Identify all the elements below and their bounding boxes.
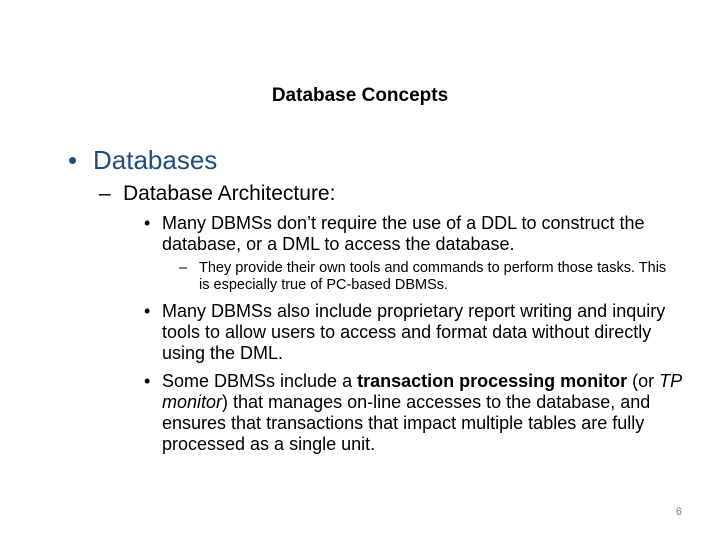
dash-icon: – xyxy=(99,182,111,205)
point1-item xyxy=(144,213,682,255)
bullet-icon: • xyxy=(144,371,151,391)
point3-text-post: ) that manages on-line accesses to the database, and ensures that transactions that impact multiple tables are fully processed as a single unit. xyxy=(162,392,651,454)
point1-sub-text: They provide their own tools and commands to perform those tasks. This is especially true of PC-based DBMSs. xyxy=(199,260,667,293)
page-number: 6 xyxy=(675,506,682,518)
level1-text: Databases xyxy=(93,145,218,175)
bullet-icon: • xyxy=(144,213,151,233)
point2-text: Many DBMSs also include proprietary report writing and inquiry tools to allow users to access and format data without directly using the DML. xyxy=(162,301,666,363)
level2-item xyxy=(99,181,335,207)
bullet-icon: • xyxy=(68,145,78,175)
point3-text-italic: TP monitor xyxy=(162,371,682,412)
slide-title: Database Concepts xyxy=(271,85,449,106)
level2-text: Database Architecture: xyxy=(123,182,336,205)
point1-sub-item xyxy=(179,260,669,294)
bullet-icon: • xyxy=(144,301,151,321)
point2-item xyxy=(144,301,682,364)
point3-text-bold: transaction processing monitor xyxy=(357,371,628,391)
point1-text: Many DBMSs don’t require the use of a DDL to construct the database, or a DML to access the database. xyxy=(162,213,645,254)
dash-icon: – xyxy=(179,260,188,276)
point3-text-mid: (or xyxy=(627,371,660,391)
level1-bullet-item xyxy=(68,145,218,175)
point3-item xyxy=(144,371,682,455)
point3-text-pre: Some DBMSs include a xyxy=(162,371,358,391)
